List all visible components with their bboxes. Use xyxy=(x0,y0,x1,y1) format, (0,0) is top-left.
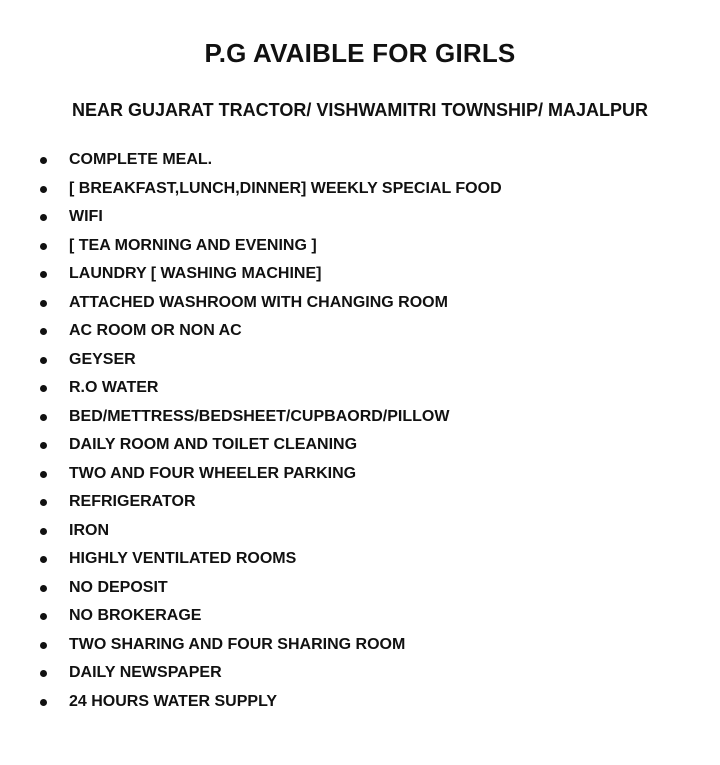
bullet-icon xyxy=(40,414,47,421)
bullet-icon xyxy=(40,214,47,221)
bullet-icon xyxy=(40,499,47,506)
bullet-icon xyxy=(40,243,47,250)
list-item-text: ATTACHED WASHROOM WITH CHANGING ROOM xyxy=(69,293,448,311)
bullet-icon xyxy=(40,442,47,449)
list-item-text: [ TEA MORNING AND EVENING ] xyxy=(69,236,317,254)
list-item-text: WIFI xyxy=(69,208,103,225)
bullet-icon xyxy=(40,528,47,535)
list-item xyxy=(34,346,502,375)
list-item-text: 24 HOURS WATER SUPPLY xyxy=(69,692,278,710)
list-item xyxy=(34,374,502,403)
list-item xyxy=(34,203,502,232)
list-item xyxy=(34,146,502,175)
list-item xyxy=(34,517,502,546)
list-item xyxy=(34,260,502,289)
list-item xyxy=(34,631,502,660)
location-subtitle: NEAR GUJARAT TRACTOR/ VISHWAMITRI TOWNSHIP/ MAJALPUR xyxy=(71,100,648,120)
bullet-icon xyxy=(40,186,47,193)
list-item-text: NO BROKERAGE xyxy=(69,607,202,624)
bullet-icon xyxy=(40,585,47,592)
bullet-icon xyxy=(40,613,47,620)
list-item xyxy=(34,289,502,318)
page-title: P.G AVAIBLE FOR GIRLS xyxy=(204,38,516,68)
list-item-text: TWO SHARING AND FOUR SHARING ROOM xyxy=(69,635,406,653)
list-item-text: BED/METTRESS/BEDSHEET/CUPBAORD/PILLOW xyxy=(69,407,450,425)
list-item xyxy=(34,602,502,631)
bullet-icon xyxy=(40,357,47,364)
list-item-text: DAILY ROOM AND TOILET CLEANING xyxy=(69,436,358,453)
list-item xyxy=(34,488,502,517)
list-item-text: TWO AND FOUR WHEELER PARKING xyxy=(69,464,357,482)
list-item xyxy=(34,659,502,688)
bullet-icon xyxy=(40,471,47,478)
list-item-text: IRON xyxy=(69,521,109,539)
list-item xyxy=(34,403,502,432)
list-item-text: [ BREAKFAST,LUNCH,DINNER] WEEKLY SPECIAL FOOD xyxy=(69,179,502,197)
bullet-icon xyxy=(40,699,47,706)
bullet-icon xyxy=(40,556,47,563)
list-item-text: DAILY NEWSPAPER xyxy=(69,664,222,681)
bullet-icon xyxy=(40,385,47,392)
bullet-icon xyxy=(40,271,47,278)
list-item xyxy=(34,460,502,489)
list-item-text: HIGHLY VENTILATED ROOMS xyxy=(69,550,297,567)
list-item-text: R.O WATER xyxy=(69,379,159,396)
list-item xyxy=(34,317,502,346)
bullet-icon xyxy=(40,328,47,335)
list-item-text: AC ROOM OR NON AC xyxy=(69,322,242,339)
list-item-text: NO DEPOSIT xyxy=(69,578,168,596)
list-item-text: LAUNDRY [ WASHING MACHINE] xyxy=(69,265,322,282)
list-item-text: GEYSER xyxy=(69,350,136,368)
list-item xyxy=(34,545,502,574)
bullet-icon xyxy=(40,642,47,649)
list-item-text: REFRIGERATOR xyxy=(69,493,196,510)
amenities-list xyxy=(34,146,502,716)
list-item xyxy=(34,175,502,204)
list-item xyxy=(34,232,502,261)
list-item xyxy=(34,431,502,460)
bullet-icon xyxy=(40,157,47,164)
bullet-icon xyxy=(40,670,47,677)
bullet-icon xyxy=(40,300,47,307)
list-item-text: COMPLETE MEAL. xyxy=(69,151,213,168)
list-item xyxy=(34,574,502,603)
list-item xyxy=(34,688,502,717)
